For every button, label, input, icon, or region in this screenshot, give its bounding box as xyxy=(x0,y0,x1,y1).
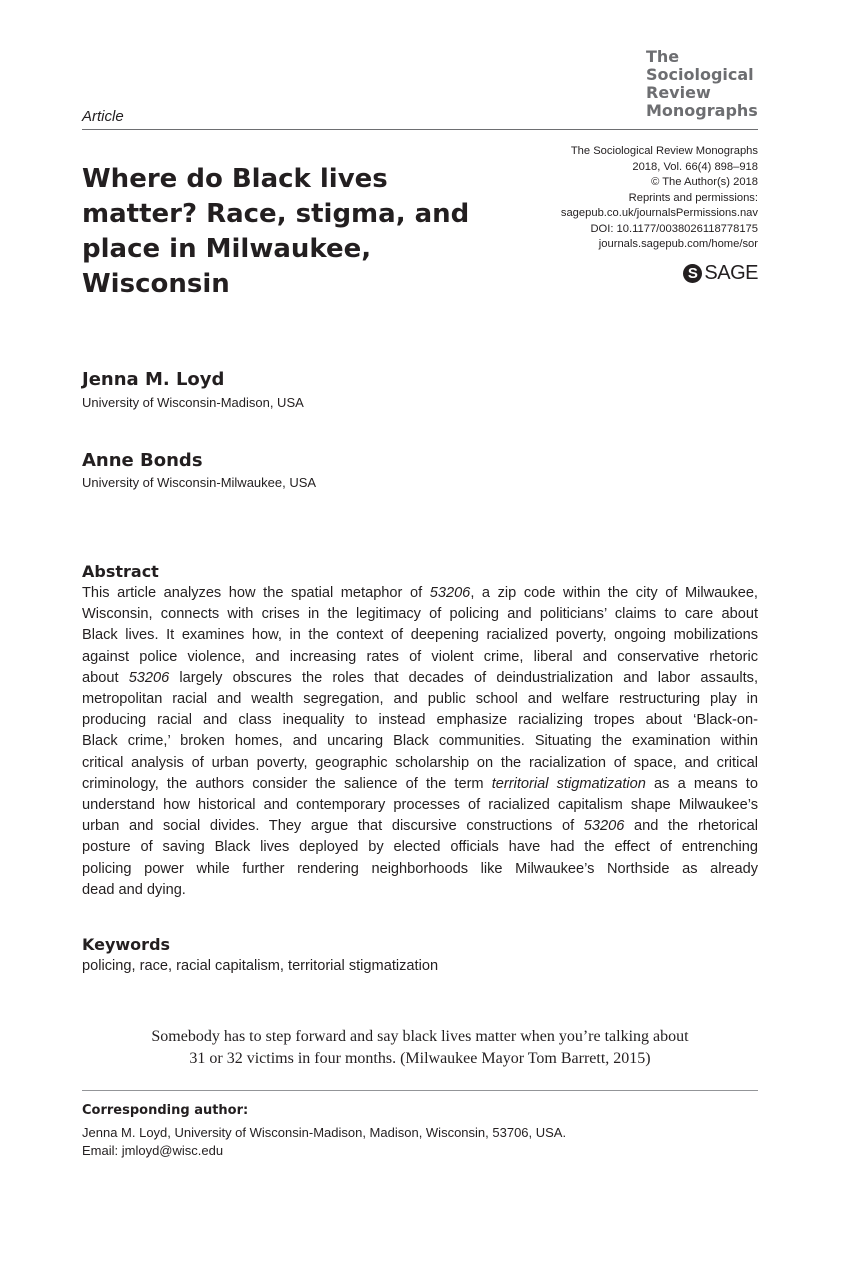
journal-logo-line: Review xyxy=(646,83,711,102)
abstract-line: critical analysis of urban poverty, geographic scholarship on the racialization of space, and critical xyxy=(82,754,758,771)
abstract-line: metropolitan racial and wealth segregation, and public school and welfare restructuring play in xyxy=(82,691,758,708)
abstract-line: Black crime,’ broken homes, and uncaring Black communities. Situating the examination within xyxy=(82,733,758,750)
epigraph-quote xyxy=(82,1026,758,1070)
epigraph-line: 31 or 32 victims in four months. (Milwaukee Mayor Tom Barrett, 2015) xyxy=(189,1050,651,1067)
abstract-line: about 53206 largely obscures the roles that decades of deindustrialization and labor assaults, xyxy=(82,669,758,686)
author-name: Anne Bonds xyxy=(82,450,203,471)
publisher-name: SAGE xyxy=(704,262,758,284)
meta-doi[interactable]: DOI: 10.1177/0038026118778175 xyxy=(590,222,758,235)
corresponding-author-heading: Corresponding author: xyxy=(82,1103,249,1118)
abstract-line: policing power while further rendering neighborhoods like Milwaukee’s Northside as already xyxy=(82,860,758,877)
abstract-heading: Abstract xyxy=(82,562,159,581)
abstract-line: against police violence, and increasing rates of violent crime, liberal and conservative rhetoric xyxy=(82,648,758,665)
abstract-line: This article analyzes how the spatial metaphor of 53206, a zip code within the city of Milwaukee, xyxy=(82,585,758,601)
abstract-line: Black lives. It examines how, in the context of deepening racialized poverty, ongoing mobilizations xyxy=(82,627,758,644)
meta-permissions-link[interactable]: sagepub.co.uk/journalsPermissions.nav xyxy=(560,207,758,219)
abstract-body xyxy=(82,583,758,901)
meta-reprints: Reprints and permissions: xyxy=(628,191,758,204)
abstract-line: criminology, the authors consider the salience of the term territorial stigmatization as a means to xyxy=(82,775,758,792)
abstract-line: understand how historical and contemporary processes of racialized capitalism shape Milwaukee’s xyxy=(82,797,758,814)
abstract-line: producing racial and class inequality to instead emphasize racializing tropes about ‘Black-on- xyxy=(82,712,758,729)
abstract-line: Wisconsin, connects with crises in the legitimacy of policing and politicians’ claims to care about xyxy=(82,606,758,623)
keywords-heading: Keywords xyxy=(82,935,171,954)
journal-logo-line: Sociological xyxy=(646,65,754,84)
corresponding-author-address: Jenna M. Loyd, University of Wisconsin-Madison, Madison, Wisconsin, 53706, USA. xyxy=(82,1125,567,1140)
abstract-line: posture of saving Black lives deployed by elected officials have had the effect of entrenching xyxy=(82,839,758,856)
corresponding-author-email[interactable]: Email: jmloyd@wisc.edu xyxy=(82,1143,224,1158)
publication-meta xyxy=(458,144,758,253)
article-type-label: Article xyxy=(82,108,124,125)
meta-journal: The Sociological Review Monographs xyxy=(570,145,758,157)
journal-logo-line: The xyxy=(646,47,680,66)
keywords-list: policing, race, racial capitalism, territorial stigmatization xyxy=(82,958,439,974)
meta-copyright: © The Author(s) 2018 xyxy=(651,176,758,188)
article-title: Where do Black lives matter? Race, stigma, and place in Milwaukee, Wisconsin xyxy=(82,164,470,299)
author-name: Jenna M. Loyd xyxy=(82,369,225,390)
abstract-line: dead and dying. xyxy=(82,881,186,898)
journal-logo xyxy=(646,48,786,120)
meta-journal-link[interactable]: journals.sagepub.com/home/sor xyxy=(598,238,758,250)
journal-logo-line: Monographs xyxy=(646,101,758,120)
header-divider xyxy=(82,129,758,130)
publisher-logo xyxy=(683,262,758,285)
author-affiliation: University of Wisconsin-Milwaukee, USA xyxy=(82,475,317,490)
abstract-line: urban and social divides. They argue that discursive constructions of 53206 and the rhetorical xyxy=(82,818,758,835)
meta-volume: 2018, Vol. 66(4) 898–918 xyxy=(632,160,758,173)
author-affiliation: University of Wisconsin-Madison, USA xyxy=(82,395,304,410)
epigraph-line: Somebody has to step forward and say black lives matter when you’re talking about xyxy=(151,1028,689,1045)
footnote-divider xyxy=(82,1090,758,1091)
sage-s-icon: S xyxy=(683,264,702,283)
